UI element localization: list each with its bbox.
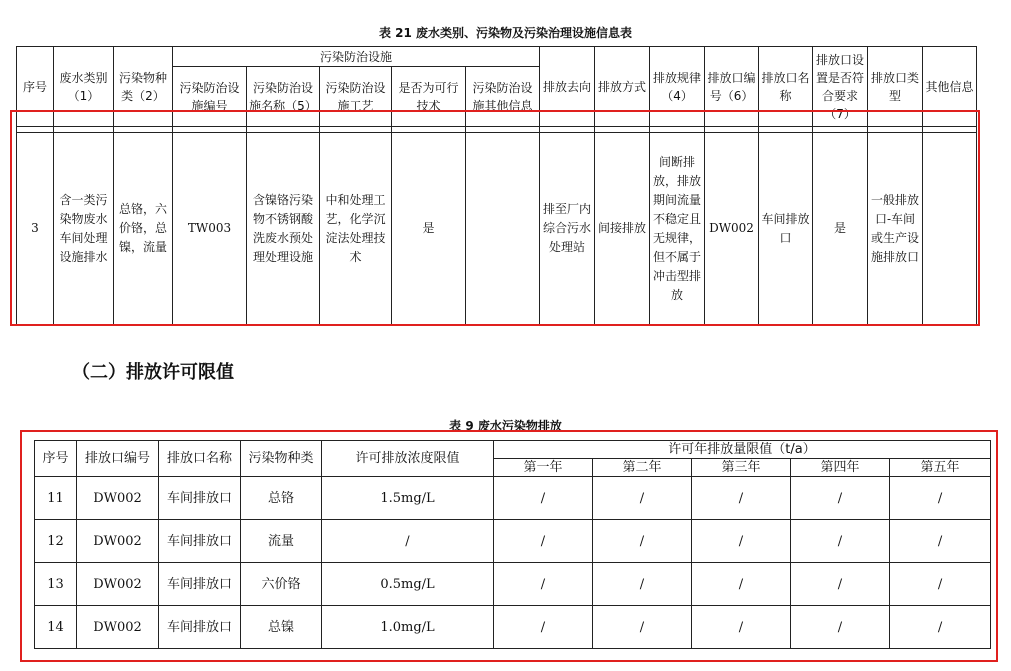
- header-year-4: 第四年: [791, 459, 890, 477]
- cell-year-1: /: [494, 477, 593, 520]
- cell-facility-name: 含镍铬污染物不锈钢酸洗废水预处理处理设施: [247, 133, 320, 325]
- header-conc-limit: 许可排放浓度限值: [322, 441, 494, 477]
- cell-year-5: /: [890, 477, 991, 520]
- cell-outlet-name: 车间排放口: [159, 606, 241, 649]
- cell-outlet-code: DW002: [77, 520, 159, 563]
- cell-pollutant: 流量: [241, 520, 322, 563]
- cell-facility-code: TW003: [173, 133, 247, 325]
- header-facility-name: 污染防治设施名称（5）: [247, 67, 320, 127]
- header-pollutant-type: 污染物种类（2）: [114, 47, 173, 127]
- cell-year-2: /: [593, 477, 692, 520]
- header-other-info: 其他信息: [923, 47, 977, 127]
- cell-year-2: /: [593, 520, 692, 563]
- cell-pollutant: 总镍: [241, 606, 322, 649]
- cell-year-4: /: [791, 477, 890, 520]
- cell-outlet-name: 车间排放口: [159, 563, 241, 606]
- cell-year-3: /: [692, 563, 791, 606]
- header-feasible: 是否为可行技术: [392, 67, 466, 127]
- header-annual-limit: 许可年排放量限值（t/a）: [494, 441, 991, 459]
- cell-discharge-method: 间接排放: [595, 133, 650, 325]
- cell-seq: 14: [35, 606, 77, 649]
- header-wastewater-category: 废水类别（1）: [54, 47, 114, 127]
- cell-pollutant-type: 总铬，六价铬，总镍，流量: [114, 133, 173, 325]
- cell-wastewater-category: 含一类污染物废水车间处理设施排水: [54, 133, 114, 325]
- header-discharge-method: 排放方式: [595, 47, 650, 127]
- cell-pollutant: 总铬: [241, 477, 322, 520]
- cell-feasible: 是: [392, 133, 466, 325]
- cell-conc: 1.0mg/L: [322, 606, 494, 649]
- highlight-box-table9: [20, 430, 998, 662]
- cell-outlet-name: 车间排放口: [159, 520, 241, 563]
- cell-discharge-destination: 排至厂内综合污水处理站: [540, 133, 595, 325]
- cell-outlet-name: 车间排放口: [759, 133, 813, 325]
- cell-seq: 3: [17, 133, 54, 325]
- header-outlet-code: 排放口编号（6）: [705, 47, 759, 127]
- header-outlet-name: 排放口名称: [759, 47, 813, 127]
- header-outlet-code: 排放口编号: [77, 441, 159, 477]
- cell-year-3: /: [692, 477, 791, 520]
- cell-year-5: /: [890, 520, 991, 563]
- header-seq: 序号: [17, 47, 54, 127]
- cell-year-3: /: [692, 520, 791, 563]
- cell-seq: 12: [35, 520, 77, 563]
- header-facility-other: 污染防治设施其他信息: [466, 67, 540, 127]
- cell-seq: 13: [35, 563, 77, 606]
- cell-year-4: /: [791, 563, 890, 606]
- cell-outlet-code: DW002: [77, 563, 159, 606]
- cell-year-2: /: [593, 606, 692, 649]
- cell-year-4: /: [791, 606, 890, 649]
- highlight-box-table21-row: [10, 110, 980, 326]
- header-outlet-name: 排放口名称: [159, 441, 241, 477]
- cell-year-3: /: [692, 606, 791, 649]
- cell-year-1: /: [494, 520, 593, 563]
- cell-conc: /: [322, 520, 494, 563]
- header-outlet-type: 排放口类型: [868, 47, 923, 127]
- cell-year-1: /: [494, 606, 593, 649]
- header-year-1: 第一年: [494, 459, 593, 477]
- cell-outlet-compliant: 是: [813, 133, 868, 325]
- header-seq: 序号: [35, 441, 77, 477]
- header-outlet-compliant: 排放口设置是否符合要求（7）: [813, 47, 868, 127]
- header-facility-process: 污染防治设施工艺: [320, 67, 392, 127]
- header-year-5: 第五年: [890, 459, 991, 477]
- header-year-3: 第三年: [692, 459, 791, 477]
- cell-year-4: /: [791, 520, 890, 563]
- cell-year-1: /: [494, 563, 593, 606]
- cell-outlet-code: DW002: [77, 606, 159, 649]
- cell-conc: 1.5mg/L: [322, 477, 494, 520]
- header-year-2: 第二年: [593, 459, 692, 477]
- section-heading: （二）排放许可限值: [72, 362, 234, 383]
- cell-year-5: /: [890, 606, 991, 649]
- cell-year-2: /: [593, 563, 692, 606]
- header-facility-group: 污染防治设施: [173, 47, 540, 67]
- table21-caption: 表 21 废水类别、污染物及污染治理设施信息表: [378, 26, 633, 40]
- cell-outlet-code: DW002: [77, 477, 159, 520]
- header-discharge-pattern: 排放规律（4）: [650, 47, 705, 127]
- cell-outlet-code: DW002: [705, 133, 759, 325]
- header-discharge-destination: 排放去向: [540, 47, 595, 127]
- cell-seq: 11: [35, 477, 77, 520]
- cell-outlet-type: 一般排放口-车间或生产设施排放口: [868, 133, 923, 325]
- cell-year-5: /: [890, 563, 991, 606]
- header-facility-code: 污染防治设施编号: [173, 67, 247, 127]
- cell-outlet-name: 车间排放口: [159, 477, 241, 520]
- cell-pollutant: 六价铬: [241, 563, 322, 606]
- cell-conc: 0.5mg/L: [322, 563, 494, 606]
- table9-caption: 表 9 废水污染物排放: [449, 419, 562, 433]
- cell-discharge-pattern: 间断排放，排放期间流量不稳定且无规律，但不属于冲击型排放: [650, 133, 705, 325]
- header-pollutant-type: 污染物种类: [241, 441, 322, 477]
- cell-facility-process: 中和处理工艺，化学沉淀法处理技术: [320, 133, 392, 325]
